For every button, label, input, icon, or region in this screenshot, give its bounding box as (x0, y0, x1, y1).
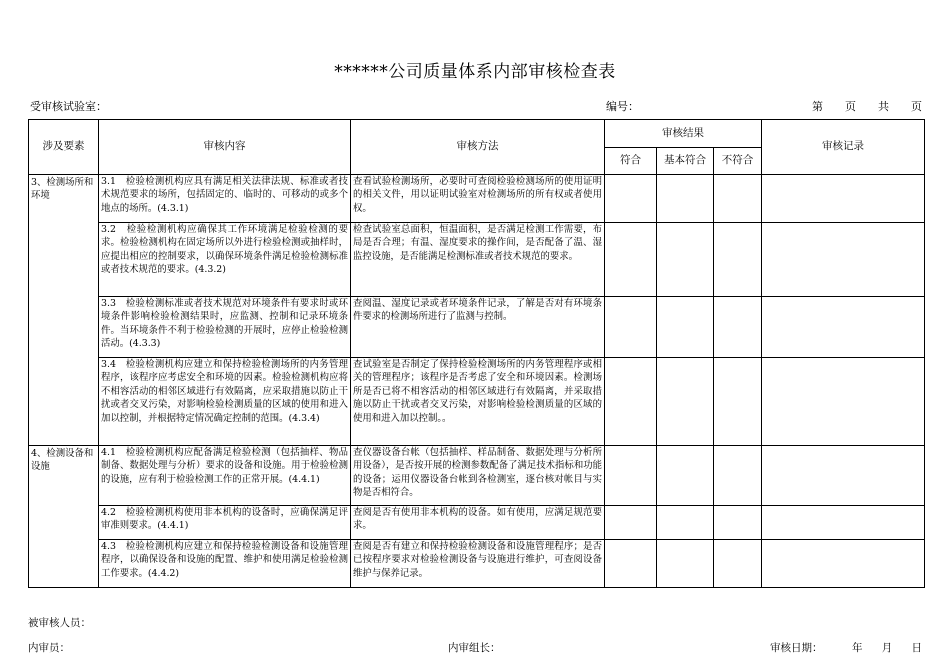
header-result: 审核结果 (605, 120, 762, 148)
nonconform-cell[interactable] (714, 506, 762, 540)
auditee-label: 被审核人员： (28, 617, 91, 629)
header-basic-conform: 基本符合 (657, 148, 714, 175)
nonconform-cell[interactable] (714, 297, 762, 358)
element-cell: 3、检测场所和环境 (29, 175, 99, 446)
page-di-label: 第 (812, 100, 823, 113)
table-row (29, 506, 925, 540)
page-gong-label: 共 (878, 100, 889, 113)
header-method: 审核方法 (351, 120, 605, 175)
content-cell: 3.4 检验检测机构应建立和保持检验检测场所的内务管理程序，该程序应考虑安全和环境的因素。检验检测机构应将不相容活动的相邻区域进行有效隔离，应采取措施以防止干扰或者交叉污染，对影响检验检测质量的区域的使用和进入加以控制，并根据特定情况确定控制的范围。(4.3.4) (99, 358, 351, 446)
method-cell: 查阅是否有使用非本机构的设备。如有使用，应满足规范要求。 (351, 506, 605, 540)
conform-cell[interactable] (605, 223, 657, 297)
record-cell[interactable] (762, 506, 925, 540)
auditor-label: 内审员： (28, 642, 70, 654)
basic-conform-cell[interactable] (657, 446, 714, 506)
page-title: ******公司质量体系内部审核检查表 (334, 62, 616, 82)
method-cell: 查看试验检测场所，必要时可查阅检验检测场所的使用证明的相关文件，用以证明试验室对检测场所的所有权或者使用权。 (351, 175, 605, 223)
page-ye-label: 页 (845, 100, 856, 113)
header-conform: 符合 (605, 148, 657, 175)
record-cell[interactable] (762, 223, 925, 297)
nonconform-cell[interactable] (714, 446, 762, 506)
conform-cell[interactable] (605, 175, 657, 223)
table-row (29, 358, 925, 446)
content-cell: 3.3 检验检测标准或者技术规范对环境条件有要求时或环境条件影响检验检测结果时，应监测、控制和记录环境条件。当环境条件不利于检验检测的开展时，应停止检验检测活动。(4.3.3) (99, 297, 351, 358)
method-cell: 查阅是否有建立和保持检验检测设备和设施管理程序；是否已按程序要求对检验检测设备与设施进行维护，可查阅设备维护与保养记录。 (351, 540, 605, 588)
table-row (29, 540, 925, 588)
basic-conform-cell[interactable] (657, 358, 714, 446)
audit-date-label: 审核日期： (770, 642, 823, 654)
nonconform-cell[interactable] (714, 358, 762, 446)
nonconform-cell[interactable] (714, 540, 762, 588)
basic-conform-cell[interactable] (657, 175, 714, 223)
date-fields (852, 640, 922, 655)
conform-cell[interactable] (605, 297, 657, 358)
page-ye2-label: 页 (911, 100, 922, 113)
method-cell: 查试验室是否制定了保持检验检测场所的内务管理程序或相关的管理程序；该程序是否考虑了安全和环境因素。检测场所是否已将不相容活动的相邻区域进行有效隔离，并采取措施以防止干扰或者交叉污染，对影响检验检测质量的区域的使用和进入加以控制。。 (351, 358, 605, 446)
record-cell[interactable] (762, 297, 925, 358)
header-record: 审核记录 (762, 120, 925, 175)
record-cell[interactable] (762, 446, 925, 506)
basic-conform-cell[interactable] (657, 506, 714, 540)
content-cell: 3.2 检验检测机构应确保其工作环境满足检验检测的要求。检验检测机构在固定场所以外进行检验检测或抽样时，应提出相应的控制要求，以确保环境条件满足检验检测标准或者技术规范的要求。(4.3.2) (99, 223, 351, 297)
year-label: 年 (852, 642, 863, 654)
table-row (29, 297, 925, 358)
header-nonconform: 不符合 (714, 148, 762, 175)
document-number-label: 编号： (606, 100, 639, 113)
basic-conform-cell[interactable] (657, 540, 714, 588)
record-cell[interactable] (762, 358, 925, 446)
audit-leader-label: 内审组长： (448, 642, 501, 654)
header-element: 涉及要素 (29, 120, 99, 175)
nonconform-cell[interactable] (714, 223, 762, 297)
record-cell[interactable] (762, 540, 925, 588)
month-label: 月 (881, 642, 893, 654)
conform-cell[interactable] (605, 540, 657, 588)
content-cell: 4.2 检验检测机构使用非本机构的设备时，应确保满足评审准则要求。(4.4.1) (99, 506, 351, 540)
element-cell: 4、检测设备和设施 (29, 446, 99, 588)
conform-cell[interactable] (605, 358, 657, 446)
basic-conform-cell[interactable] (657, 223, 714, 297)
audit-checklist-table (28, 119, 925, 588)
content-cell: 4.1 检验检测机构应配备满足检验检测（包括抽样、物品制备、数据处理与分析）要求的设备和设施。用于检验检测的设施，应有利于检验检测工作的正常开展。(4.4.1) (99, 446, 351, 506)
method-cell: 查阅温、湿度记录或者环境条件记录，了解是否对有环境条件要求的检测场所进行了监测与控制。 (351, 297, 605, 358)
record-cell[interactable] (762, 175, 925, 223)
table-row (29, 175, 925, 223)
audited-lab-label: 受审核试验室： (30, 100, 107, 113)
method-cell: 检查试验室总面积，恒温面积，是否满足检测工作需要，布局是否合理；有温、湿度要求的操作间，是否配备了温、湿监控设施，是否能满足检测标准或者技术规范的要求。 (351, 223, 605, 297)
table-row (29, 446, 925, 506)
basic-conform-cell[interactable] (657, 297, 714, 358)
day-label: 日 (911, 642, 922, 654)
conform-cell[interactable] (605, 506, 657, 540)
content-cell: 4.3 检验检测机构应建立和保持检验检测设备和设施管理程序，以确保设备和设施的配置、维护和使用满足检验检测工作要求。(4.4.2) (99, 540, 351, 588)
conform-cell[interactable] (605, 446, 657, 506)
content-cell: 3.1 检验检测机构应具有满足相关法律法规、标准或者技术规范要求的场所，包括固定的、临时的、可移动的或多个地点的场所。(4.3.1) (99, 175, 351, 223)
page-indicator (812, 98, 922, 114)
nonconform-cell[interactable] (714, 175, 762, 223)
table-row (29, 223, 925, 297)
header-content: 审核内容 (99, 120, 351, 175)
method-cell: 查仪器设备台帐（包括抽样、样品制备、数据处理与分析所用设备），是否按开展的检测参数配备了满足技术指标和功能的设备；运用仪器设备台帐到各检测室，逐台核对帐目与实物是否相符合。 (351, 446, 605, 506)
